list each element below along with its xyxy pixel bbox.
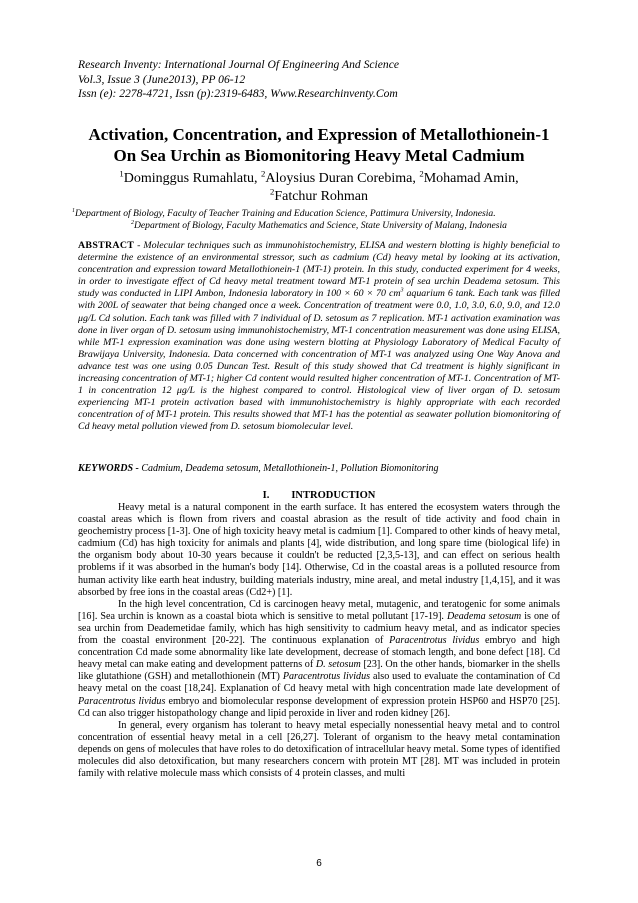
paragraph-2-text-g: [23]. On the other hands, biomarker in the shells like glutathione (GSH) and metallothionein (MT) bbox=[78, 659, 560, 683]
affiliation-1-marker: 1 bbox=[72, 207, 75, 214]
affiliation-2-marker: 2 bbox=[131, 220, 134, 227]
keywords-text: Cadmium, Deadema setosum, Metallothionein-1, Pollution Biomonitoring bbox=[141, 463, 439, 474]
author-4-marker: 2 bbox=[269, 186, 275, 197]
paragraph-1: Heavy metal is a natural component in the earth surface. It has entered the ecosystem waters through the coastal areas which is flown from rivers and coastal abrasion as the result of tide activity and food chain in geochemistry process [1-3]. One of high toxicity heavy metal is cadmium [1]. Compared to other kinds of heavy metal, cadmium (Cd) has high toxicity for animals and plants [4], wide distribution, and long spare time (biological life) in the organism body about 10-30 years because it couldn't be reducted [2,3,5-13], and can effect on serious health problems if it was absorbed in the human's body [14]. Otherwise, Cd in the coastal areas is a polluted resource from human activity like earth heat industry, building materials industry, mine areal, and metal industry [1,4,15], and it was absorbed by free ions in the coastal areas (Cd2+) [1]. bbox=[78, 502, 560, 598]
paragraph-2-text-a: In the high level concentration, Cd is carcinogen heavy metal, mutagenic, and teratogenic for some animals [16]. Sea urchin is known as a coastal biota which is sensitive to metal pollutant [17-19]. bbox=[78, 598, 560, 622]
section-title: INTRODUCTION bbox=[291, 490, 376, 501]
paper-title bbox=[70, 124, 568, 166]
keywords-label: KEYWORDS - bbox=[78, 463, 142, 474]
paragraph-2-text-k: embryo and biomolecular response development of expression protein HSP60 and HSP70 [25]. Cd can also trigger histopathology change and lipid peroxide in liver and roden kidney [26]. bbox=[78, 695, 560, 719]
paragraph-3: In general, every organism has tolerant to heavy metal especially nonessential heavy metal and to control concentration of essential heavy metal in a cell [26,27]. Tolerant of organism to the heavy metal contamination depends on gens of molecules that have roles to do detoxification of intracellular heavy metal. Some types of identified molecules did also detoxification, but many researchers concern with protein MT [28]. MT was included in protein family with relative molecule mass which consists of 4 protein classes, and multi bbox=[78, 719, 560, 780]
page-number: 6 bbox=[316, 858, 322, 869]
abstract-text-2: aquarium 6 tank. Each tank was filled with 200L of seawater that being changed once a week. Concentration of treatment were 0.0, 1.0, 3.0, 6.0, 9.0, and 12.0 μg/L Cd solution. Each tank was filled with 7 individual of D. setosum as 7 replication. MT-1 activation examination was done in liver organ of D. setosum using immunohistochemistry, MT-1 concentration measurement was done using ELISA, while MT-1 expression examination was done using western blotting at Physiology Laboratory of Medical Faculty of Brawijaya University, Indonesia. Data concerned with concentration of MT-1 was analyzed using One Way Anova and advance test was one using 0.05 Duncan Test. Result of this study showed that Cd treatment is highly significant in increasing concentration of MT-1; higher Cd content would resulted higher concentration of MT-1. Concentration of MT-1 in concentration 12 μg/L is the highest compared to control. Histological view of liver organ of D. setosum experiencing MT-1 protein activation based with immunohistochemistry is highly appropriate with each recorded concentration of of MT-1 protein. This results showed that MT-1 has the potential as seawater pollution biomonitoring of Cd heavy metal pollution viewed from D. setosum biomolecular level. bbox=[78, 288, 560, 433]
species-name: Paracentrotus lividus bbox=[389, 635, 480, 647]
species-name: D. setosum bbox=[315, 659, 361, 671]
paragraph-2-text-i: also used to evaluate the contamination of Cd heavy metal on the coast [18,24]. Explanation of Cd heavy metal with high concentration made late development of bbox=[78, 671, 560, 695]
author-1: Dominggus Rumahlatu, bbox=[123, 171, 262, 186]
author-list bbox=[70, 170, 568, 206]
abstract bbox=[78, 240, 560, 434]
journal-header bbox=[78, 58, 558, 102]
author-3: Mohamad Amin, bbox=[423, 171, 519, 186]
author-4: Fatchur Rohman bbox=[274, 189, 369, 204]
section-heading bbox=[78, 489, 560, 502]
paragraph-2-text-e: embryo and high concentration Cd made some abnormality like late development, decrease of stomach length, and bone defect [18]. Cd heavy metal can make eating and development patterns of bbox=[78, 635, 560, 671]
species-name: Deadema setosum bbox=[446, 610, 522, 622]
author-2: Aloysius Duran Corebima, bbox=[265, 171, 420, 186]
paragraph-2 bbox=[78, 599, 560, 720]
section-number: I. bbox=[262, 490, 270, 501]
author-1-marker: 1 bbox=[119, 168, 124, 179]
abstract-text-1: - Molecular techniques such as immunohistochemistry, ELISA and western blotting is highly beneficial to determine the existence of an environmental stressor, such as cadmium (Cd) heavy metal by looking at its activation, concentration and expression toward Metallothionein-1 (MT-1) protein. In this study, conducted experiment for 4 weeks, in order to investigate effect of Cd heavy metal treatment toward MT-1 protein of sea urchin Deadema setosum. This study was conducted in LIPI Ambon, Indonesia laboratory in 100 × 60 × 70 cm bbox=[78, 240, 560, 300]
abstract-superscript: 3 bbox=[400, 288, 404, 295]
species-name: Paracentrotus lividus bbox=[282, 671, 371, 683]
journal-name: Research Inventy: International Journal Of Engineering And Science bbox=[78, 58, 399, 71]
author-3-marker: 2 bbox=[419, 168, 424, 179]
keywords bbox=[78, 463, 560, 475]
title-line-2: On Sea Urchin as Biomonitoring Heavy Metal Cadmium bbox=[113, 146, 525, 165]
title-line-1: Activation, Concentration, and Expression of Metallothionein-1 bbox=[88, 125, 550, 144]
body-text bbox=[78, 502, 560, 780]
affiliation-1: Department of Biology, Faculty of Teacher Training and Education Science, Pattimura University, Indonesia. bbox=[74, 208, 496, 219]
journal-issn: Issn (e): 2278-4721, Issn (p):2319-6483, Www.Researchinventy.Com bbox=[78, 87, 398, 101]
species-name: Paracentrotus lividus bbox=[78, 695, 166, 707]
affiliations bbox=[70, 208, 568, 233]
affiliation-2: Department of Biology, Faculty Mathematics and Science, State University of Malang, Indonesia bbox=[133, 220, 507, 232]
author-2-marker: 2 bbox=[261, 168, 266, 179]
paragraph-2-text-c: is one of sea urchin from Deademetidae family, which has high sensitivity to cadmium heavy metal, and as indicator species from the coastal environment [20-22]. The continuous explanation of bbox=[78, 610, 560, 647]
abstract-label: ABSTRACT bbox=[78, 240, 135, 251]
journal-issue: Vol.3, Issue 3 (June2013), PP 06-12 bbox=[78, 72, 246, 86]
